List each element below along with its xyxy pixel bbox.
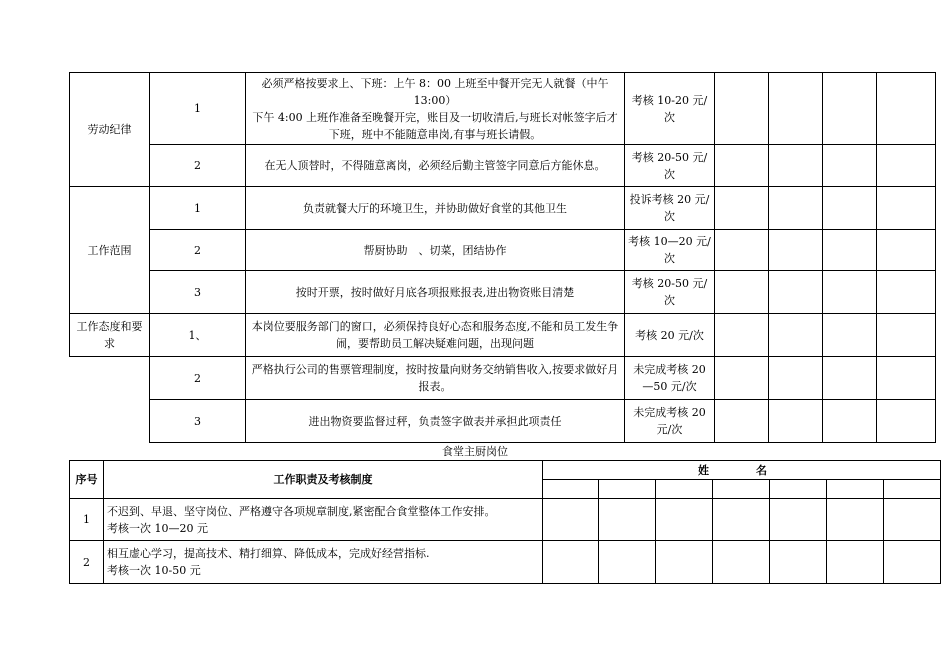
header-number: 序号 — [70, 461, 104, 499]
sign-cell — [823, 73, 877, 145]
assessment: 考核 20-50 元/次 — [625, 145, 715, 187]
sign-cell — [769, 230, 823, 271]
table-row — [70, 314, 936, 357]
table-row — [70, 357, 936, 400]
sign-cell — [769, 357, 823, 400]
name-cell — [770, 480, 827, 499]
row-number: 2 — [150, 230, 246, 271]
row-number: 3 — [150, 400, 246, 443]
sign-cell — [656, 541, 713, 584]
row-number: 1 — [70, 499, 104, 541]
row-number: 1 — [150, 73, 246, 145]
sign-cell — [877, 314, 936, 357]
header-name: 姓 名 — [543, 461, 941, 480]
assessment: 考核 20-50 元/次 — [625, 271, 715, 314]
sign-cell — [823, 271, 877, 314]
sign-cell — [715, 314, 769, 357]
duty-content: 负责就餐大厅的环境卫生，并协助做好食堂的其他卫生 — [246, 187, 625, 230]
name-cell — [884, 480, 941, 499]
table-row — [70, 73, 936, 145]
sign-cell — [715, 230, 769, 271]
sign-cell — [877, 271, 936, 314]
duty-content: 本岗位要服务部门的窗口，必须保持良好心态和服务态度,不能和员工发生争闹，要帮助员工解决疑难问题，出现问题 — [246, 314, 625, 357]
sign-cell — [769, 73, 823, 145]
sign-cell — [823, 145, 877, 187]
sign-cell — [877, 230, 936, 271]
sign-cell — [827, 499, 884, 541]
row-number: 2 — [150, 145, 246, 187]
sign-cell — [715, 400, 769, 443]
table-row — [70, 145, 936, 187]
sign-cell — [823, 400, 877, 443]
assessment-text: 考核一次 10—20 元 — [107, 521, 208, 535]
sign-cell — [656, 499, 713, 541]
sign-cell — [877, 357, 936, 400]
sign-cell — [823, 187, 877, 230]
table-row — [70, 187, 936, 230]
sign-cell — [769, 145, 823, 187]
header-row — [70, 461, 941, 480]
name-cell — [827, 480, 884, 499]
section-title: 食堂主厨岗位 — [442, 445, 508, 458]
sign-cell — [823, 314, 877, 357]
assessment: 投诉考核 20 元/次 — [625, 187, 715, 230]
sign-cell — [877, 145, 936, 187]
sign-cell — [877, 187, 936, 230]
assessment-text: 考核一次 10-50 元 — [107, 564, 201, 577]
sign-cell — [599, 541, 656, 584]
category-cell: 劳动纪律 — [70, 73, 150, 187]
header-duty: 工作职责及考核制度 — [104, 461, 543, 499]
sign-cell — [543, 541, 599, 584]
sign-cell — [769, 314, 823, 357]
row-number: 1 — [150, 187, 246, 230]
chef-duty-table — [69, 460, 941, 584]
sign-cell — [715, 145, 769, 187]
table-row — [70, 541, 941, 584]
assessment: 考核 10-20 元/次 — [625, 73, 715, 145]
sign-cell — [827, 541, 884, 584]
sign-cell — [823, 357, 877, 400]
sign-cell — [599, 499, 656, 541]
sign-cell — [770, 541, 827, 584]
row-number: 2 — [70, 541, 104, 584]
row-number: 1、 — [150, 314, 246, 357]
sign-cell — [713, 541, 770, 584]
empty-cell — [70, 357, 150, 400]
sign-cell — [713, 499, 770, 541]
table-row — [70, 499, 941, 541]
sign-cell — [715, 73, 769, 145]
name-cell — [599, 480, 656, 499]
table-row — [70, 400, 936, 443]
duty-text: 不迟到、早退、坚守岗位、严格遵守各项规章制度,紧密配合食堂整体工作安排。 — [107, 504, 496, 518]
duty-content — [104, 499, 543, 541]
duty-content: 进出物资要监督过秤，负责签字做表并承担此项责任 — [246, 400, 625, 443]
duty-table — [69, 72, 936, 443]
name-cell — [543, 480, 599, 499]
sign-cell — [769, 187, 823, 230]
assessment: 未完成考核 20—50 元/次 — [625, 357, 715, 400]
table-row — [70, 230, 936, 271]
duty-content: 按时开票，按时做好月底各项报账报表,进出物资账目清楚 — [246, 271, 625, 314]
duty-content: 在无人顶替时，不得随意离岗，必须经后勤主管签字同意后方能休息。 — [246, 145, 625, 187]
assessment: 未完成考核 20 元/次 — [625, 400, 715, 443]
sign-cell — [715, 271, 769, 314]
duty-content: 严格执行公司的售票管理制度，按时按量向财务交纳销售收入,按要求做好月报表。 — [246, 357, 625, 400]
sign-cell — [769, 400, 823, 443]
sign-cell — [884, 499, 941, 541]
sign-cell — [769, 271, 823, 314]
sign-cell — [877, 73, 936, 145]
sign-cell — [884, 541, 941, 584]
assessment: 考核 20 元/次 — [625, 314, 715, 357]
row-number: 2 — [150, 357, 246, 400]
sign-cell — [543, 499, 599, 541]
assessment: 考核 10—20 元/次 — [625, 230, 715, 271]
duty-content: 帮厨协助 、切菜，团结协作 — [246, 230, 625, 271]
category-cell: 工作范围 — [70, 187, 150, 314]
name-cell — [656, 480, 713, 499]
sign-cell — [823, 230, 877, 271]
empty-cell — [70, 400, 150, 443]
duty-text: 相互虚心学习，提高技术、精打细算、降低成本，完成好经营指标. — [107, 547, 430, 560]
duty-content: 必须严格按要求上、下班：上午 8：00 上班至中餐开完无人就餐（中午 13:00） 下午 4:00 上班作准备至晚餐开完，账目及一切收清后,与班长对帐签字后才下班，班中不能随意串岗,有事与班长请假。 — [246, 73, 625, 145]
sign-cell — [715, 357, 769, 400]
table-row — [70, 271, 936, 314]
name-cell — [713, 480, 770, 499]
sign-cell — [770, 499, 827, 541]
category-cell: 工作态度和要求 — [70, 314, 150, 357]
sign-cell — [877, 400, 936, 443]
row-number: 3 — [150, 271, 246, 314]
duty-content — [104, 541, 543, 584]
sign-cell — [715, 187, 769, 230]
